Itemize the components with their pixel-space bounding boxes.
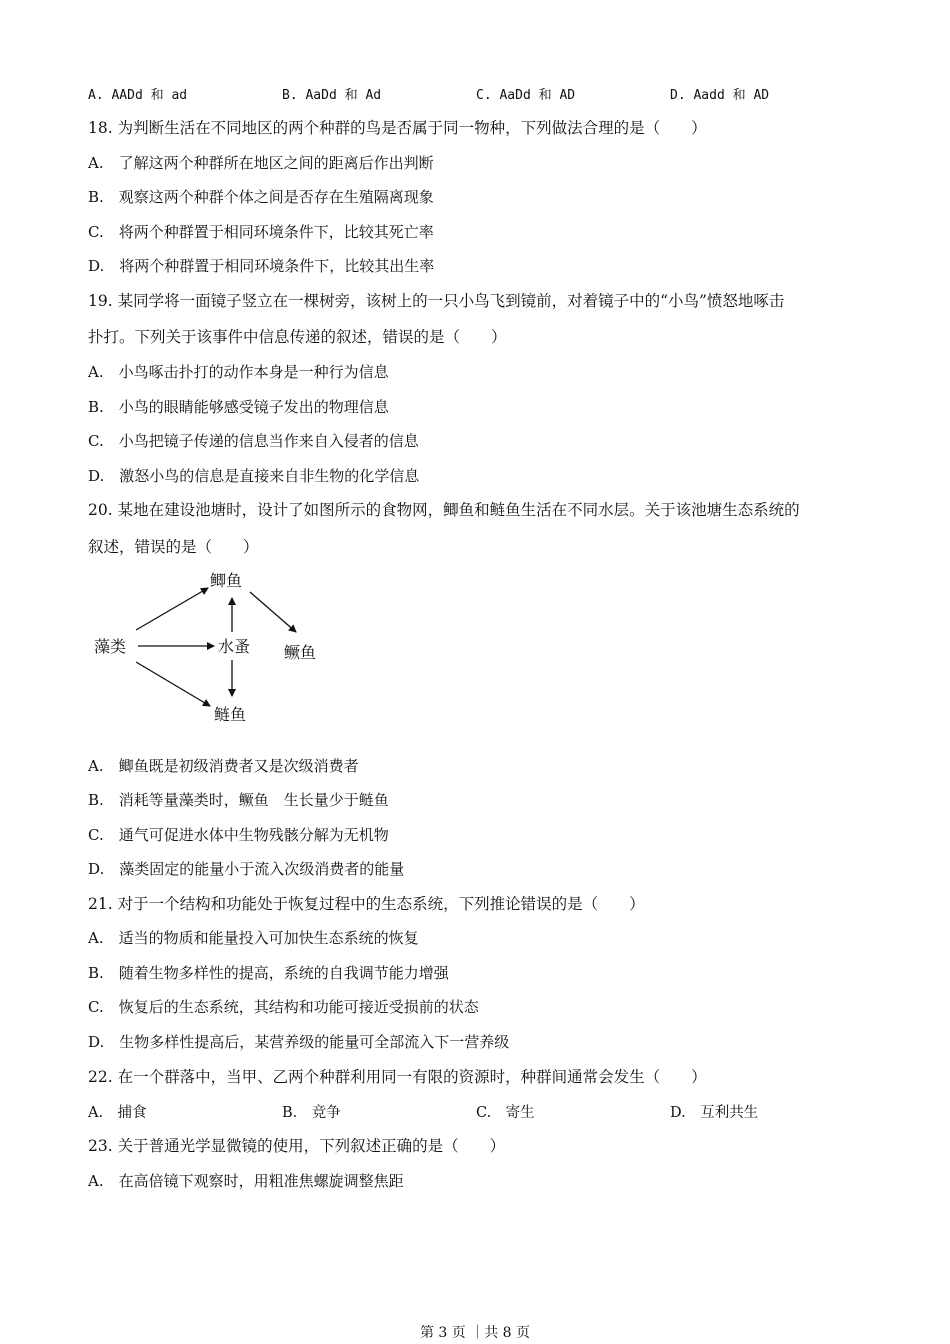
q20-option-b: B. 消耗等量藻类时，鳜鱼 生长量少于鲢鱼 <box>88 791 389 809</box>
q17-option-b: B. AaDd 和 Ad <box>282 88 382 103</box>
q21-stem: 21. 对于一个结构和功能处于恢复过程中的生态系统，下列推论错误的是（ ） <box>88 895 645 913</box>
q18-stem: 18. 为判断生活在不同地区的两个种群的鸟是否属于同一物种，下列做法合理的是（ ） <box>88 119 707 137</box>
q22-stem: 22. 在一个群落中，当甲、乙两个种群利用同一有限的资源时，种群间通常会发生（ ） <box>88 1068 707 1086</box>
q18-option-c: C. 将两个种群置于相同环境条件下，比较其死亡率 <box>88 223 434 241</box>
q19-stem-line1: 19. 某同学将一面镜子竖立在一棵树旁，该树上的一只小鸟飞到镜前，对着镜子中的“小鸟”愤怒地啄击 <box>88 292 785 310</box>
q20-stem-line1: 20. 某地在建设池塘时，设计了如图所示的食物网，鲫鱼和鲢鱼生活在不同水层。关于该池塘生态系统的 <box>88 501 800 519</box>
q18-option-d: D. 将两个种群置于相同环境条件下，比较其出生率 <box>88 257 435 275</box>
q19-option-c: C. 小鸟把镜子传递的信息当作来自入侵者的信息 <box>88 432 419 450</box>
q19-stem-line2: 扑打。下列关于该事件中信息传递的叙述，错误的是（ ） <box>88 328 507 346</box>
q19-option-a: A. 小鸟啄击扑打的动作本身是一种行为信息 <box>88 363 389 381</box>
q23-option-a: A. 在高倍镜下观察时，用粗准焦螺旋调整焦距 <box>88 1172 404 1190</box>
q21-option-d: D. 生物多样性提高后，某营养级的能量可全部流入下一营养级 <box>88 1033 510 1051</box>
q17-option-d: D. Aadd 和 AD <box>670 88 770 103</box>
page-footer: 第 3 页 ｜共 8 页 <box>419 1325 531 1341</box>
node-crucian-carp: 鲫鱼 <box>210 571 243 590</box>
q20-stem-line2: 叙述，错误的是（ ） <box>88 538 259 556</box>
q23-stem: 23. 关于普通光学显微镜的使用，下列叙述正确的是（ ） <box>88 1137 506 1155</box>
q19-option-b: B. 小鸟的眼睛能够感受镜子发出的物理信息 <box>88 398 389 416</box>
q20-option-d: D. 藻类固定的能量小于流入次级消费者的能量 <box>88 860 405 878</box>
q18-option-b: B. 观察这两个种群个体之间是否存在生殖隔离现象 <box>88 188 434 206</box>
q22-option-b: B. 竞争 <box>282 1105 341 1121</box>
q21-option-c: C. 恢复后的生态系统，其结构和功能可接近受损前的状态 <box>88 998 479 1016</box>
node-mandarin-fish: 鳜鱼 <box>284 643 317 662</box>
food-web-diagram <box>80 566 340 736</box>
q19-option-d: D. 激怒小鸟的信息是直接来自非生物的化学信息 <box>88 467 420 485</box>
node-daphnia: 水蚤 <box>218 637 251 656</box>
arrow-algae-to-silver-carp <box>136 662 210 706</box>
q22-option-a: A. 捕食 <box>88 1105 147 1121</box>
q22-option-c: C. 寄生 <box>476 1105 535 1121</box>
q22-option-d: D. 互利共生 <box>670 1105 759 1121</box>
arrow-algae-to-crucian <box>136 588 208 630</box>
q20-option-a: A. 鲫鱼既是初级消费者又是次级消费者 <box>88 757 359 775</box>
q20-option-c: C. 通气可促进水体中生物残骸分解为无机物 <box>88 826 389 844</box>
q21-option-b: B. 随着生物多样性的提高，系统的自我调节能力增强 <box>88 964 449 982</box>
node-algae: 藻类 <box>94 637 127 656</box>
q18-option-a: A. 了解这两个种群所在地区之间的距离后作出判断 <box>88 154 434 172</box>
q17-option-a: A. AADd 和 ad <box>88 88 188 103</box>
q17-option-c: C. AaDd 和 AD <box>476 88 576 103</box>
q21-option-a: A. 适当的物质和能量投入可加快生态系统的恢复 <box>88 929 419 947</box>
arrow-crucian-to-mandarin <box>250 592 296 632</box>
node-silver-carp: 鲢鱼 <box>214 705 247 724</box>
